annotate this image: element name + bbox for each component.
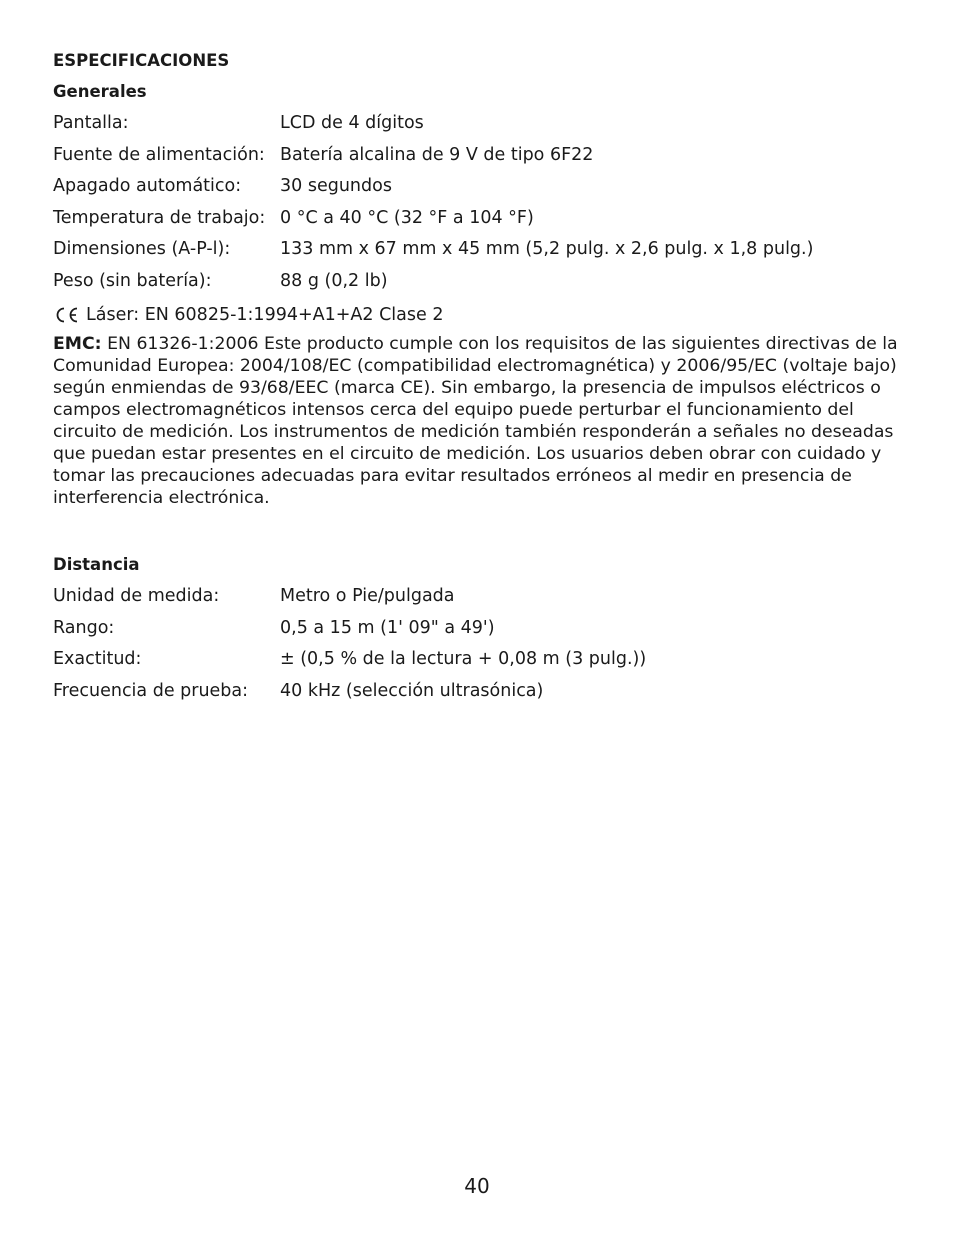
spec-value: 40 kHz (selección ultrasónica)	[280, 680, 544, 701]
spec-value: ± (0,5 % de la lectura + 0,08 m (3 pulg.))	[280, 649, 647, 669]
laser-spec-row	[53, 300, 903, 330]
spec-row-power	[53, 143, 903, 175]
spec-label: Unidad de medida:	[53, 586, 220, 606]
spec-label: Temperatura de trabajo:	[53, 207, 266, 228]
spec-label: Dimensiones (A-P-l):	[53, 239, 231, 259]
spec-page	[53, 49, 903, 710]
emc-paragraph	[53, 333, 903, 509]
spec-row-dimensions	[53, 237, 903, 269]
spec-value: 0 °C a 40 °C (32 °F a 104 °F)	[280, 207, 534, 228]
spec-value: 133 mm x 67 mm x 45 mm (5,2 pulg. x 2,6 pulg. x 1,8 pulg.)	[280, 239, 814, 259]
spec-label: Pantalla:	[53, 113, 129, 133]
ce-mark-icon	[53, 306, 79, 324]
laser-spec-text: Láser: EN 60825-1:1994+A1+A2 Clase 2	[86, 305, 444, 325]
spec-row-temperature	[53, 206, 903, 238]
emc-text: EN 61326-1:2006 Este producto cumple con los requisitos de las siguientes directivas de la Comunidad Europea: 2004/108/EC (compatibilidad electromagnética) y 2006/95/EC (voltaje bajo) según enmiendas de 93/68/EEC (marca CE). Sin embargo, la presencia de impulsos eléctricos o campos electromagnéticos intensos cerca del equipo puede perturbar el funcionamiento del circuito de medición. Los instrumentos de medición también responderán a señales no deseadas que puedan estar presentes en el circuito de medición. Los usuarios deben obrar con cuidado y tomar las precauciones adecuadas para evitar resultados erróneos al medir en presencia de interferencia electrónica.	[53, 334, 898, 508]
spec-value: Batería alcalina de 9 V de tipo 6F22	[280, 144, 594, 165]
spec-label: Exactitud:	[53, 649, 142, 669]
spec-row-unit	[53, 584, 903, 616]
spec-row-accuracy	[53, 647, 903, 679]
section-spacer	[53, 509, 903, 553]
page-number: 40	[464, 1174, 490, 1198]
spec-label: Fuente de alimentación:	[53, 144, 265, 165]
spec-row-weight	[53, 269, 903, 301]
spec-row-frequency	[53, 679, 903, 711]
emc-label: EMC:	[53, 334, 102, 354]
spec-row-auto-off	[53, 174, 903, 206]
spec-row-range	[53, 616, 903, 648]
spec-label: Apagado automático:	[53, 176, 242, 196]
spec-row-display	[53, 111, 903, 143]
general-heading: Generales	[53, 82, 147, 101]
spec-value: 88 g (0,2 lb)	[280, 270, 388, 291]
spec-value: 0,5 a 15 m (1' 09" a 49')	[280, 617, 495, 638]
distance-heading: Distancia	[53, 555, 140, 574]
spec-label: Rango:	[53, 617, 115, 638]
page-title: ESPECIFICACIONES	[53, 51, 230, 70]
spec-label: Frecuencia de prueba:	[53, 680, 249, 701]
spec-label: Peso (sin batería):	[53, 270, 212, 291]
spec-value: 30 segundos	[280, 176, 392, 196]
spec-value: LCD de 4 dígitos	[280, 113, 424, 133]
spec-value: Metro o Pie/pulgada	[280, 586, 455, 606]
